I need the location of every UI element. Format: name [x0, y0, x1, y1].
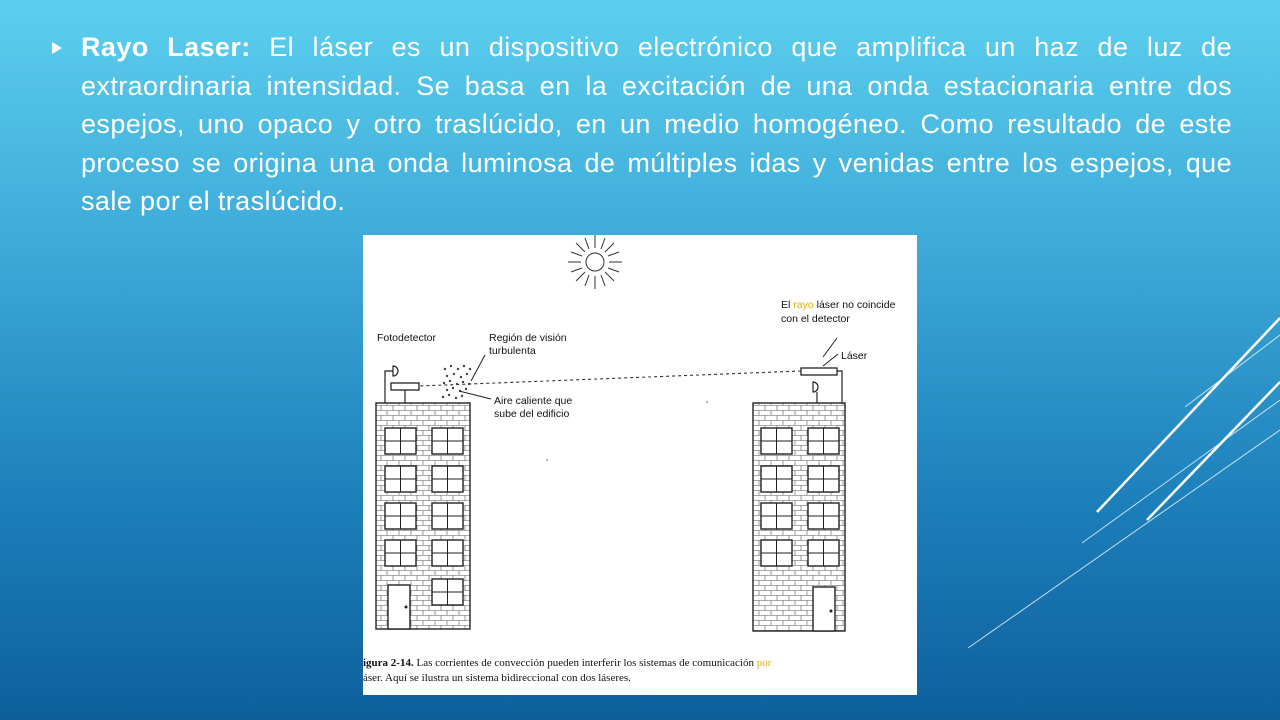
caption-line2: áser. Aquí se ilustra un sistema bidireccional con dos láseres.: [363, 672, 631, 684]
figure-image: [363, 235, 917, 695]
left-building: [376, 366, 470, 629]
note-line1-highlight: rayo: [793, 299, 814, 311]
label-region-line1: Región de visión: [489, 332, 567, 344]
bullet-item: [52, 28, 1232, 221]
label-note-line1: [781, 299, 896, 311]
label-note-line2: con el detector: [781, 313, 850, 325]
note-line1-end: láser no coincide: [813, 299, 896, 311]
label-fotodetector: Fotodetector: [377, 332, 436, 344]
bullet-label: Rayo Laser:: [81, 32, 251, 62]
bullet-arrow-icon: [52, 42, 62, 54]
sun-icon: [568, 235, 622, 289]
caption-line1: [363, 657, 772, 669]
turbulence-dots: [442, 365, 471, 399]
bullet-paragraph: [81, 28, 1232, 221]
label-laser: Láser: [841, 350, 868, 362]
label-aire-line2: sube del edificio: [494, 408, 570, 420]
note-line1-start: El: [781, 299, 794, 311]
caption-line1-text: Las corrientes de convección pueden interferir los sistemas de comunicación: [413, 657, 757, 669]
label-aire-line1: Aire caliente que: [494, 395, 573, 407]
bullet-body: El láser es un dispositivo electrónico que amplifica un haz de luz de extraordinaria intensidad. Se basa en la excitación de una onda estacionaria entre dos espejos, uno opaco y otro traslúcido, en un medio homogéneo. Como resultado de este proceso se origina una onda luminosa de múltiples idas y venidas entre los espejos, que sale por el traslúcido.: [81, 32, 1233, 216]
right-building: [753, 368, 845, 631]
laser-beam: [419, 371, 801, 386]
label-region-line2: turbulenta: [489, 345, 536, 357]
caption-figure-number: igura 2-14.: [363, 657, 414, 669]
caption-line1-highlight: por: [756, 657, 772, 669]
